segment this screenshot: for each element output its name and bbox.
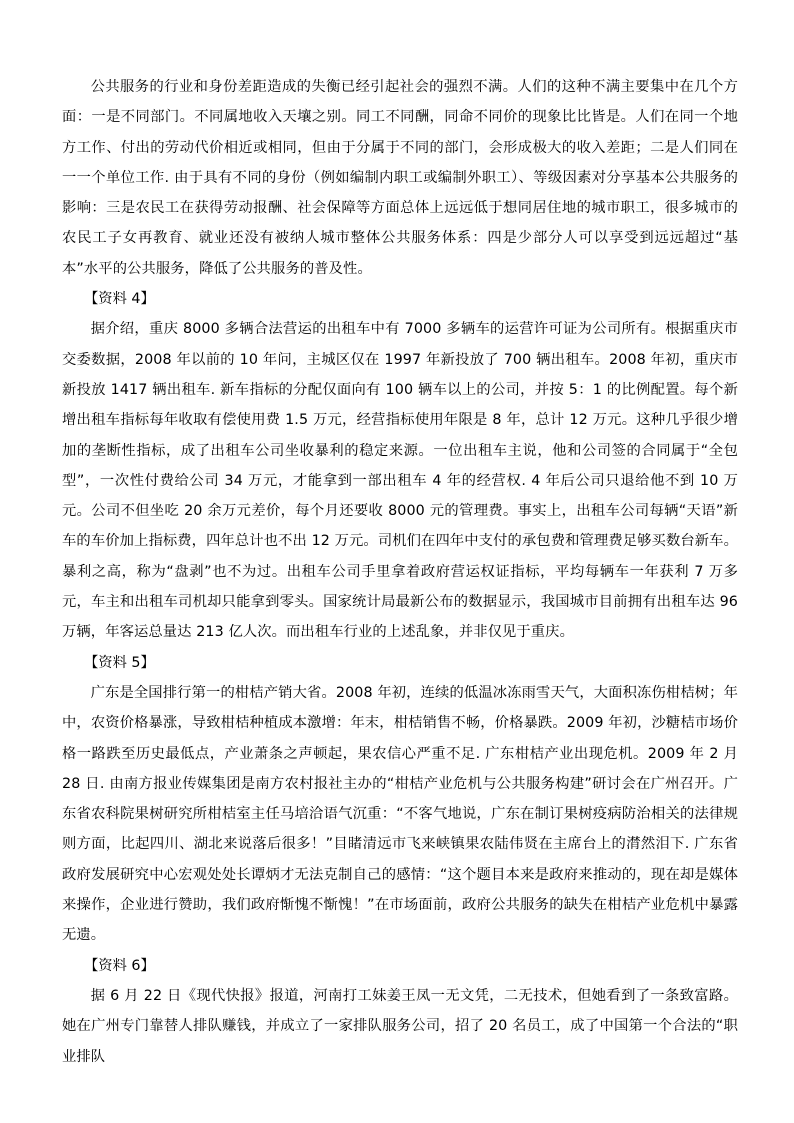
section-label-material-4: 【资料 4】	[84, 291, 155, 308]
section-label-material-5: 【资料 5】	[84, 654, 155, 671]
paragraph-public-service-imbalance: 公共服务的行业和身份差距造成的失衡已经引起社会的强烈不满。人们的这种不满主要集中在几个方面：一是不同部门。不同属地收入天壤之别。同工不同酬，同命不同价的现象比比皆是。人们在同一个地方工作、付出的劳动代价相近或相同，但由于分属于不同的部门，会形成极大的收入差距；二是人们同在一一个单位工作. 由于具有不同的身份（例如编制内职工或编制外职工）、等级因素对分享基本公共服务的影响：三是农民工在获得劳动报酬、社会保障等方面总体上远远低于想同居住地的城市职工，很多城市的农民工子女再教育、就业还没有被纳人城市整体公共服务体系：四是少部分人可以享受到远远超过“基本”水平的公共服务，降低了公共服务的普及性。	[62, 79, 738, 277]
paragraph-queue-service: 据 6 月 22 日《现代快报》报道，河南打工妹姜王凤一无文凭，二无技术，但她看到了一条致富路。她在广州专门靠替人排队赚钱，并成立了一家排队服务公司，招了 20 名员工，成了中国第一个合法的“职业排队	[62, 987, 738, 1065]
paragraph-guangdong-citrus: 广东是全国排行第一的柑桔产销大省。2008 年初，连续的低温冰冻雨雪天气，大面积冻伤柑桔树；年中，农资价格暴涨，导致柑桔种植成本激增：年末，柑桔销售不畅，价格暴跌。2009 年初，沙糖桔市场价格一路跌至历史最低点，产业萧条之声顿起，果农信心严重不足. 广东柑桔产业出现危机。2009 年 2 月 28 日. 由南方报业传媒集团是南方农村报社主办的“柑桔产业危机与公共服务构建”研讨会在广州召开。广东省农科院果树研究所柑桔室主任马培洽语气沉重：“不客气地说，广东在制订果树疫病防治相关的法律规则方面，比起四川、湖北来说落后很多！”目睹清远市飞来峡镇果农陆伟贤在主席台上的潸然泪下. 广东省政府发展研究中心宏观处处长谭炳才无法克制自己的感情：“这个题目本来是政府来推动的，现在却是媒体来操作，企业进行赞助，我们政府惭愧不惭愧！”在市场面前，政府公共服务的缺失在柑桔产业危机中暴露无遗。	[62, 684, 738, 944]
paragraph-chongqing-taxi: 据介绍，重庆 8000 多辆合法营运的出租车中有 7000 多辆车的运营许可证为公司所有。根据重庆市交委数据，2008 年以前的 10 年问，主城区仅在 1997 年新投放了 700 辆出租车。2008 年初，重庆市新投放 1417 辆出租车. 新车指标的分配仅面向有 100 辆车以上的公司，并按 5：1 的比例配置。每个新增出租车指标每年收取有偿使用费 1.5 万元，经营指标使用年限是 8 年，总计 12 万元。这种几乎很少增加的垄断性指标，成了出租车公司坐收暴利的稳定来源。一位出租车主说，他和公司签的合同属于“全包型”，一次性付费给公司 34 万元，才能拿到一部出租车 4 年的经营权. 4 年后公司只退给他不到 10 万元。公司不但坐吃 20 余万元差价，每个月还要收 8000 元的管理费。事实上，出租车公司每辆“天语”新车的车价加上指标费，四年总计也不出 12 万元。司机们在四年中支付的承包费和管理费足够买数台新车。暴利之高，称为“盘剥”也不为过。出租车公司手里拿着政府营运权证指标，平均每辆车一年获利 7 万多元，车主和出租车司机却只能拿到零头。国家统计局最新公布的数据显示，我国城市目前拥有出租车达 96 万辆，年客运总量达 213 亿人次。而出租车行业的上述乱象，并非仅见于重庆。	[62, 321, 738, 641]
section-label-material-6: 【资料 6】	[84, 957, 155, 974]
document-page	[62, 72, 738, 1072]
